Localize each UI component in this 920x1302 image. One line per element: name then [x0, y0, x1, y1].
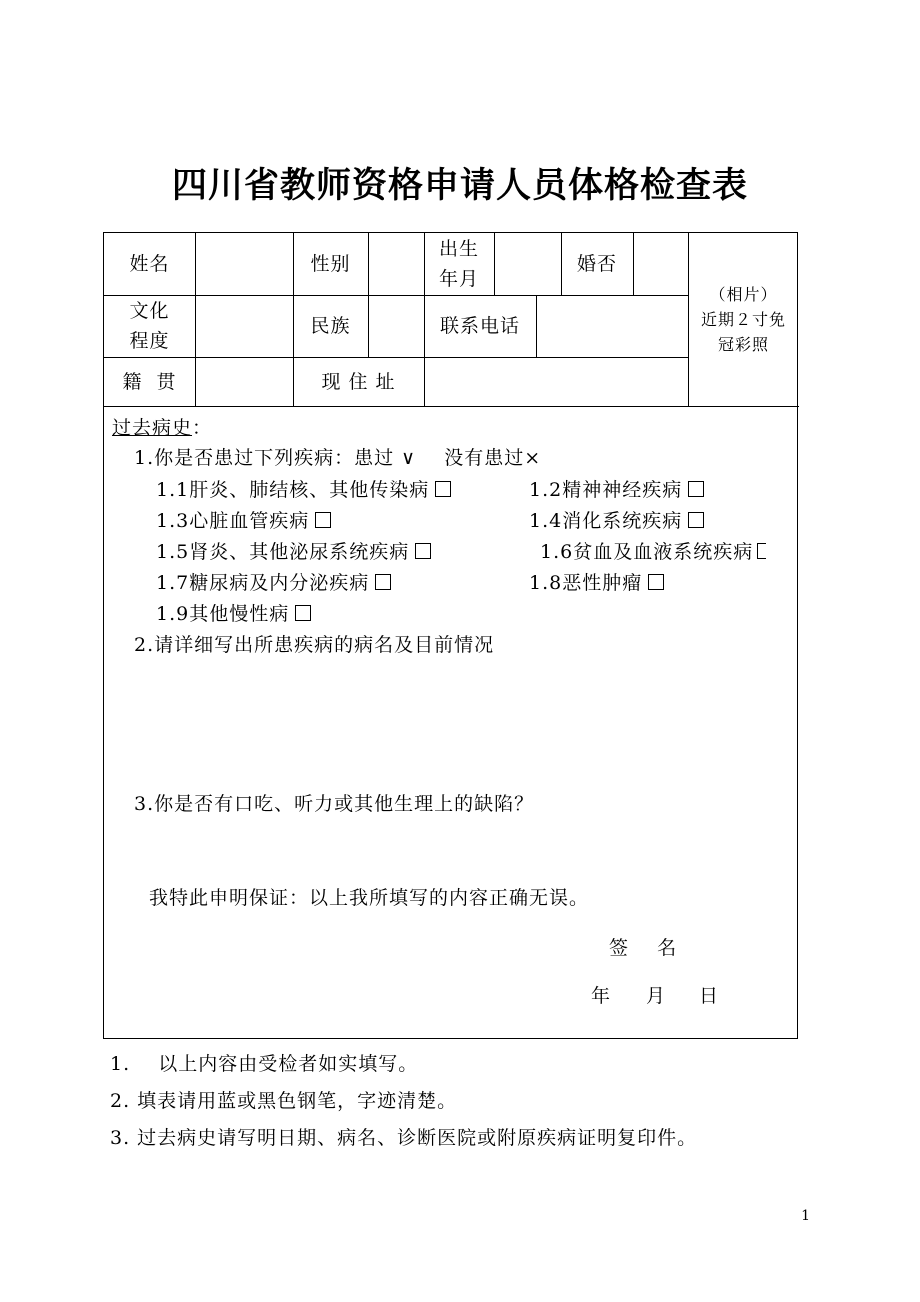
- ethnicity-field[interactable]: [368, 295, 424, 357]
- ethnicity-label-text: 民族: [310, 315, 351, 337]
- disease-item-1-7-text: 1.7糖尿病及内分泌疾病: [156, 572, 370, 594]
- married-field[interactable]: [633, 233, 688, 295]
- question-1: 1.你是否患过下列疾病：患过 ∨ 没有患过×: [134, 447, 542, 469]
- disease-item-1-2: [529, 475, 704, 502]
- photo-text-1: （相片）: [709, 285, 778, 304]
- gender-label: [293, 233, 368, 295]
- note-1: 1. 以上内容由受检者如实填写。: [110, 1053, 419, 1075]
- phone-label-text: 联系电话: [439, 315, 520, 337]
- question-3: 3.你是否有口吃、听力或其他生理上的缺陷？: [134, 793, 535, 815]
- disease-item-1-9: [156, 599, 311, 626]
- history-heading-text: 过去病史: [112, 417, 193, 439]
- date-day: 日: [699, 985, 720, 1007]
- page-number: 1: [801, 1208, 810, 1224]
- declaration: 我特此申明保证：以上我所填写的内容正确无误。: [149, 887, 590, 909]
- disease-item-1-5-text: 1.5肾炎、其他泌尿系统疾病: [156, 541, 410, 563]
- note-2: 2. 填表请用蓝或黑色钢笔，字迹清楚。: [110, 1090, 458, 1112]
- married-label: [561, 233, 633, 295]
- birth-label-line1: 出生: [438, 238, 479, 260]
- disease-item-1-8-text: 1.8恶性肿瘤: [529, 572, 643, 594]
- phone-field[interactable]: [536, 295, 688, 357]
- phone-label: [424, 295, 536, 357]
- birth-label-line2: 年月: [438, 268, 479, 290]
- question-2: 2.请详细写出所患疾病的病名及目前情况: [134, 634, 495, 656]
- disease-item-1-7: [156, 568, 391, 595]
- checkbox[interactable]: [757, 543, 766, 559]
- disease-item-1-4: [529, 506, 704, 533]
- note-3: 3. 过去病史请写明日期、病名、诊断医院或附原疾病证明复印件。: [110, 1127, 698, 1149]
- disease-item-1-5: [156, 537, 431, 564]
- education-label: [104, 295, 195, 357]
- history-heading-colon: ：: [192, 417, 213, 439]
- disease-item-1-2-text: 1.2精神神经疾病: [529, 479, 683, 501]
- address-label-text: 现 住 址: [321, 370, 396, 393]
- disease-item-1-4-text: 1.4消化系统疾病: [529, 510, 683, 532]
- disease-item-1-1: [156, 475, 451, 502]
- disease-item-1-1-text: 1.1肝炎、肺结核、其他传染病: [156, 479, 430, 501]
- page-title: 四川省教师资格申请人员体格检查表: [171, 166, 748, 206]
- date-year: 年: [591, 985, 612, 1007]
- address-field[interactable]: [424, 357, 799, 406]
- hometown-field[interactable]: [195, 357, 293, 406]
- name-label-text: 姓名: [129, 253, 170, 275]
- name-field[interactable]: [195, 233, 293, 295]
- disease-item-1-3-text: 1.3心脏血管疾病: [156, 510, 310, 532]
- address-label: [293, 357, 424, 406]
- checkbox[interactable]: [295, 605, 311, 621]
- checkbox[interactable]: [688, 481, 704, 497]
- education-label-line2: 程度: [129, 330, 170, 352]
- birth-field[interactable]: [494, 233, 561, 295]
- checkbox[interactable]: [315, 512, 331, 528]
- name-label: [104, 233, 195, 295]
- hometown-label: [104, 357, 195, 406]
- date-month: 月: [646, 985, 667, 1007]
- birth-label: [424, 233, 494, 295]
- health-check-form: [103, 232, 798, 1039]
- disease-item-1-9-text: 1.9其他慢性病: [156, 603, 290, 625]
- checkbox[interactable]: [688, 512, 704, 528]
- hometown-label-text: 籍 贯: [122, 370, 177, 393]
- photo-text-3: 冠彩照: [717, 335, 769, 354]
- education-label-line1: 文化: [129, 300, 170, 322]
- checkbox[interactable]: [415, 543, 431, 559]
- education-field[interactable]: [195, 295, 293, 357]
- disease-item-1-3: [156, 506, 331, 533]
- married-label-text: 婚否: [576, 253, 617, 275]
- signature-label: 签 名: [609, 937, 678, 959]
- disease-item-1-6: [540, 537, 766, 564]
- row-divider-3: [104, 406, 799, 407]
- history-heading: [112, 413, 212, 440]
- disease-item-1-8: [529, 568, 664, 595]
- checkbox[interactable]: [648, 574, 664, 590]
- gender-field[interactable]: [368, 233, 424, 295]
- checkbox[interactable]: [435, 481, 451, 497]
- photo-text-2: 近期２寸免: [700, 310, 786, 329]
- ethnicity-label: [293, 295, 368, 357]
- checkbox[interactable]: [375, 574, 391, 590]
- disease-item-1-6-text: 1.6贫血及血液系统疾病: [540, 541, 754, 563]
- gender-label-text: 性别: [310, 253, 351, 275]
